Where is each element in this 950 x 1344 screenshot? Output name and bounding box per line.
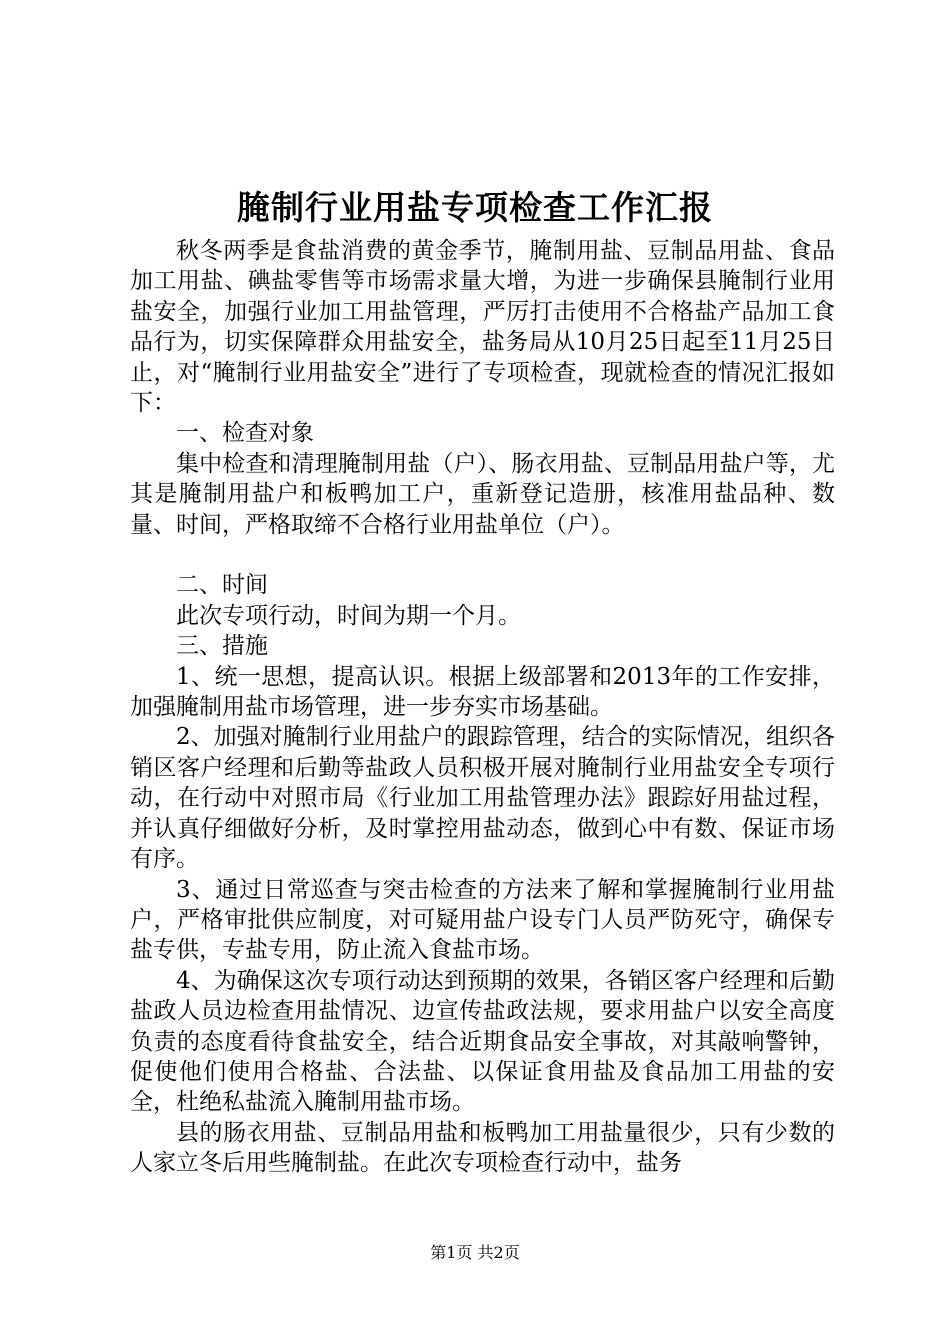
blank-line xyxy=(130,540,835,570)
section-heading-time: 二、时间 xyxy=(176,572,268,599)
section-text-targets: 集中检查和清理腌制用盐（户）、肠衣用盐、豆制品用盐户等，尤其是腌制用盐户和板鸭加工户，重新登记造册，核准用盐品种、数量、时间，严格取缔不合格行业用盐单位（户）。 xyxy=(130,450,835,538)
closing-paragraph: 县的肠衣用盐、豆制品用盐和板鸭加工用盐量很少，只有少数的人家立冬后用些腌制盐。在此次专项检查行动中，盐务 xyxy=(130,1119,835,1177)
section-heading-targets: 一、检查对象 xyxy=(176,420,314,447)
page-number-footer: 第1页 共2页 xyxy=(430,1243,520,1262)
document-body xyxy=(130,236,835,1179)
measure-item-1: 1、统一思想，提高认识。根据上级部署和2013年的工作安排，加强腌制用盐市场管理，进一步夯实市场基础。 xyxy=(130,663,835,721)
intro-paragraph: 秋冬两季是食盐消费的黄金季节，腌制用盐、豆制品用盐、食品加工用盐、碘盐零售等市场需求量大增，为进一步确保县腌制行业用盐安全，加强行业加工用盐管理，严厉打击使用不合格盐产品加工食品行为，切实保障群众用盐安全，盐务局从10月25日起至11月25日止，对“腌制行业用盐安全”进行了专项检查，现就检查的情况汇报如下： xyxy=(130,238,835,417)
measure-item-4: 4、为确保这次专项行动达到预期的效果，各销区客户经理和后勤盐政人员边检查用盐情况、边宣传盐政法规，要求用盐户以安全高度负责的态度看待食盐安全，结合近期食品安全事故，对其敲响警钟，促使他们使用合格盐、合法盐、以保证食用盐及食品加工用盐的安全，杜绝私盐流入腌制用盐市场。 xyxy=(130,967,835,1116)
section-heading-measures: 三、措施 xyxy=(176,633,268,660)
document-title: 腌制行业用盐专项检查工作汇报 xyxy=(237,188,713,227)
measure-item-2: 2、加强对腌制行业用盐户的跟踪管理，结合的实际情况，组织各销区客户经理和后勤等盐政人员积极开展对腌制行业用盐安全专项行动，在行动中对照市局《行业加工用盐管理办法》跟踪好用盐过程，并认真仔细做好分析，及时掌控用盐动态，做到心中有数、保证市场有序。 xyxy=(130,724,835,873)
measure-item-3: 3、通过日常巡查与突击检查的方法来了解和掌握腌制行业用盐户，严格审批供应制度，对可疑用盐户设专门人员严防死守，确保专盐专供，专盐专用，防止流入食盐市场。 xyxy=(130,876,835,964)
section-text-time: 此次专项行动，时间为期一个月。 xyxy=(176,602,521,629)
